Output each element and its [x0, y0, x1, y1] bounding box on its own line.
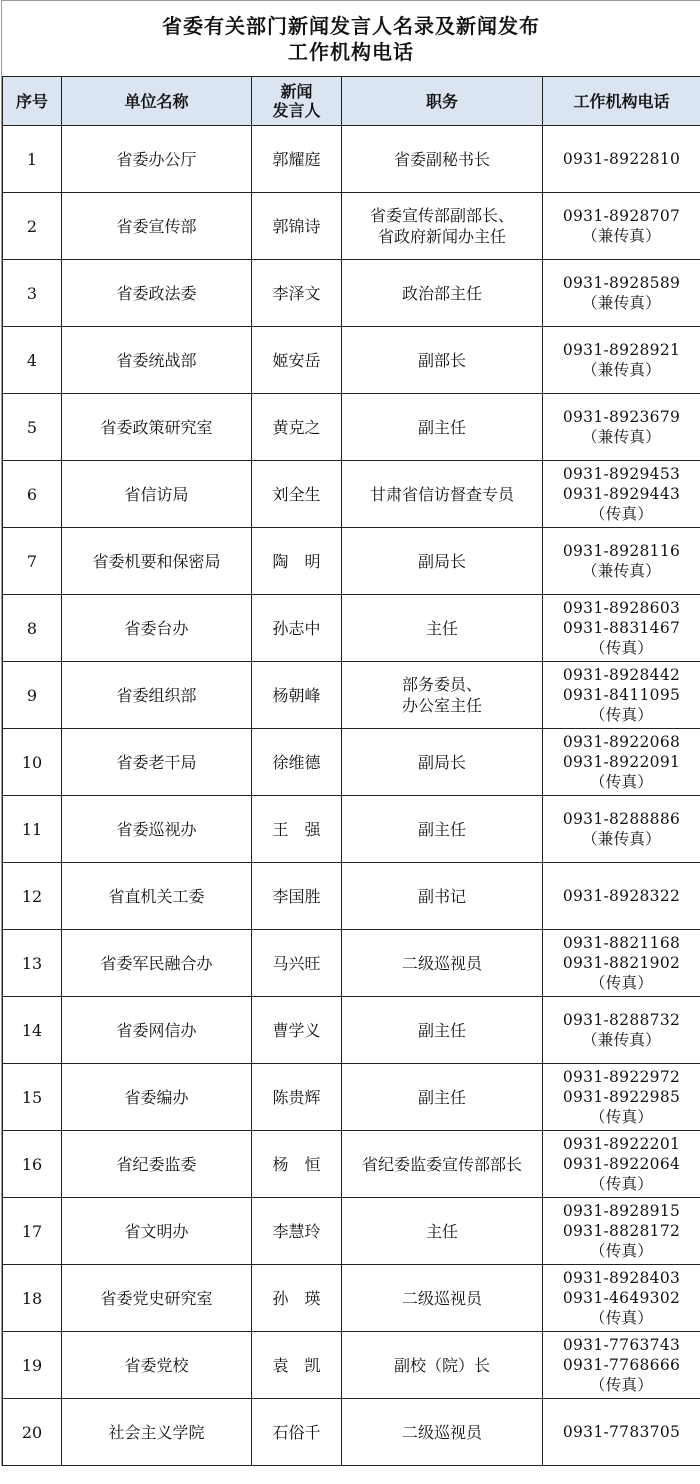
position-cell [342, 461, 543, 528]
phone-cell [543, 997, 700, 1064]
spokesperson-name: 孙志中 [252, 595, 342, 662]
spokesperson-name: 王 强 [252, 796, 342, 863]
spokesperson-name: 袁 凯 [252, 1332, 342, 1399]
phone-line: （兼传真） [581, 562, 661, 580]
row-number: 17 [3, 1198, 62, 1265]
row-number: 5 [3, 394, 62, 461]
position-line: 副主任 [417, 819, 466, 839]
spokesperson-name: 刘全生 [252, 461, 342, 528]
unit-name: 省纪委监委 [62, 1131, 252, 1198]
table-row [3, 394, 700, 461]
phone-cell [543, 930, 700, 997]
position-line: 二级巡视员 [401, 1422, 482, 1442]
position-cell [342, 1332, 543, 1399]
phone-line: 0931-8928116 [562, 542, 681, 560]
table-row [3, 662, 700, 729]
position-line: 副书记 [417, 886, 466, 906]
position-line: 政治部主任 [401, 283, 482, 303]
phone-line: 0931-8928915 [562, 1202, 681, 1220]
spokesperson-name: 黄克之 [252, 394, 342, 461]
phone-cell [543, 327, 700, 394]
table-row [3, 729, 700, 796]
phone-line: （兼传真） [581, 1031, 661, 1049]
phone-line: （传真） [589, 505, 654, 523]
table-row [3, 930, 700, 997]
position-line: 副局长 [417, 752, 466, 772]
phone-cell [543, 1131, 700, 1198]
row-number: 16 [3, 1131, 62, 1198]
phone-line: 0931-8928403 [562, 1269, 681, 1287]
spokesperson-name: 姬安岳 [252, 327, 342, 394]
position-cell [342, 930, 543, 997]
phone-cell [543, 461, 700, 528]
spokesperson-name: 杨朝峰 [252, 662, 342, 729]
spokesperson-name: 马兴旺 [252, 930, 342, 997]
spokesperson-directory [1, 0, 700, 1466]
phone-cell [543, 863, 700, 930]
position-cell [342, 1064, 543, 1131]
phone-line: 0931-7763743 [562, 1336, 681, 1354]
position-line: 甘肃省信访督查专员 [369, 484, 514, 504]
phone-cell [543, 729, 700, 796]
phone-cell [543, 1332, 700, 1399]
unit-name: 省委党校 [62, 1332, 252, 1399]
phone-line: （传真） [589, 1175, 654, 1193]
row-number: 4 [3, 327, 62, 394]
phone-line: 0931-8831467 [562, 619, 681, 637]
phone-line: 0931-8928707 [562, 207, 681, 225]
header-speaker [252, 77, 342, 126]
spokesperson-name: 郭耀庭 [252, 126, 342, 193]
unit-name: 社会主义学院 [62, 1399, 252, 1466]
position-line: 省委宣传部副部长、 [369, 206, 514, 225]
position-cell [342, 327, 543, 394]
phone-line: （兼传真） [581, 294, 661, 312]
phone-cell [543, 595, 700, 662]
row-number: 1 [3, 126, 62, 193]
phone-line: （兼传真） [581, 830, 661, 848]
row-number: 6 [3, 461, 62, 528]
unit-name: 省委政策研究室 [62, 394, 252, 461]
phone-line: （兼传真） [581, 227, 661, 245]
unit-name: 省委机要和保密局 [62, 528, 252, 595]
row-number: 7 [3, 528, 62, 595]
header-speaker-line: 发言人 [272, 101, 321, 120]
unit-name: 省委网信办 [62, 997, 252, 1064]
table-row [3, 1198, 700, 1265]
phone-line: 0931-8928442 [562, 666, 681, 684]
position-cell [342, 528, 543, 595]
spokesperson-name: 陶 明 [252, 528, 342, 595]
phone-cell [543, 193, 700, 260]
unit-name: 省委军民融合办 [62, 930, 252, 997]
position-line: 二级巡视员 [401, 953, 482, 973]
phone-line: 0931-8288886 [562, 810, 681, 828]
spokesperson-name: 郭锦诗 [252, 193, 342, 260]
phone-line: 0931-8288732 [562, 1011, 681, 1029]
position-line: 省政府新闻办主任 [377, 227, 506, 246]
phone-line: 0931-7783705 [562, 1423, 681, 1441]
table-row [3, 327, 700, 394]
phone-line: （兼传真） [581, 428, 661, 446]
position-cell [342, 796, 543, 863]
unit-name: 省委组织部 [62, 662, 252, 729]
phone-line: 0931-8411095 [562, 686, 681, 704]
row-number: 12 [3, 863, 62, 930]
unit-name: 省委台办 [62, 595, 252, 662]
unit-name: 省委编办 [62, 1064, 252, 1131]
phone-cell [543, 126, 700, 193]
phone-cell [543, 1198, 700, 1265]
unit-name: 省信访局 [62, 461, 252, 528]
phone-line: 0931-8928322 [562, 887, 681, 905]
phone-line: 0931-8922972 [562, 1068, 681, 1086]
position-cell [342, 729, 543, 796]
table-row [3, 863, 700, 930]
row-number: 15 [3, 1064, 62, 1131]
phone-line: 0931-8922985 [562, 1088, 681, 1106]
header-position: 职务 [342, 77, 543, 126]
phone-cell [543, 1064, 700, 1131]
spokesperson-name: 曹学义 [252, 997, 342, 1064]
position-line: 省委副秘书长 [393, 149, 490, 169]
phone-line: 0931-8922068 [562, 733, 681, 751]
header-phone: 工作机构电话 [543, 77, 700, 126]
row-number: 18 [3, 1265, 62, 1332]
table-row [3, 1131, 700, 1198]
spokesperson-name: 徐维德 [252, 729, 342, 796]
phone-line: 0931-8928603 [562, 599, 681, 617]
phone-line: 0931-8821902 [562, 954, 681, 972]
phone-line: （传真） [589, 1376, 654, 1394]
row-number: 14 [3, 997, 62, 1064]
unit-name: 省文明办 [62, 1198, 252, 1265]
spokesperson-name: 李泽文 [252, 260, 342, 327]
row-number: 9 [3, 662, 62, 729]
phone-line: 0931-8922064 [562, 1155, 681, 1173]
phone-cell [543, 1265, 700, 1332]
phone-cell [543, 528, 700, 595]
phone-line: 0931-8922091 [562, 753, 681, 771]
row-number: 19 [3, 1332, 62, 1399]
phone-cell [543, 260, 700, 327]
unit-name: 省委老干局 [62, 729, 252, 796]
table-row [3, 1399, 700, 1466]
position-line: 副局长 [417, 551, 466, 571]
position-line: 二级巡视员 [401, 1288, 482, 1308]
row-number: 2 [3, 193, 62, 260]
header-speaker-line: 新闻 [280, 82, 313, 101]
phone-line: （传真） [589, 1309, 654, 1327]
table-row [3, 997, 700, 1064]
phone-line: 0931-8821168 [562, 934, 681, 952]
phone-line: （传真） [589, 1108, 654, 1126]
directory-table [2, 76, 700, 1466]
table-row [3, 796, 700, 863]
table-row [3, 126, 700, 193]
position-line: 副部长 [417, 350, 466, 370]
position-line: 副校（院）长 [393, 1355, 490, 1375]
phone-line: 0931-7768666 [562, 1356, 681, 1374]
position-cell [342, 595, 543, 662]
table-row [3, 1265, 700, 1332]
phone-cell [543, 394, 700, 461]
header-row [3, 77, 700, 126]
table-row [3, 1332, 700, 1399]
position-line: 副主任 [417, 1087, 466, 1107]
phone-line: 0931-8929443 [562, 485, 681, 503]
phone-cell [543, 662, 700, 729]
position-cell [342, 260, 543, 327]
position-cell [342, 997, 543, 1064]
document-title [2, 0, 700, 76]
spokesperson-name: 杨 恒 [252, 1131, 342, 1198]
phone-cell [543, 796, 700, 863]
phone-line: 0931-4649302 [562, 1289, 681, 1307]
table-row [3, 461, 700, 528]
position-cell [342, 662, 543, 729]
unit-name: 省委办公厅 [62, 126, 252, 193]
position-line: 省纪委监委宣传部部长 [361, 1154, 522, 1174]
row-number: 10 [3, 729, 62, 796]
position-cell [342, 863, 543, 930]
row-number: 13 [3, 930, 62, 997]
header-unit: 单位名称 [62, 77, 252, 126]
row-number: 3 [3, 260, 62, 327]
phone-line: （传真） [589, 974, 654, 992]
unit-name: 省委统战部 [62, 327, 252, 394]
title-line-2: 工作机构电话 [288, 39, 414, 64]
unit-name: 省委党史研究室 [62, 1265, 252, 1332]
phone-line: 0931-8928589 [562, 274, 681, 292]
unit-name: 省委宣传部 [62, 193, 252, 260]
row-number: 11 [3, 796, 62, 863]
position-cell [342, 126, 543, 193]
phone-line: （传真） [589, 1242, 654, 1260]
table-row [3, 260, 700, 327]
unit-name: 省委政法委 [62, 260, 252, 327]
spokesperson-name: 李慧玲 [252, 1198, 342, 1265]
phone-line: 0931-8922810 [562, 150, 681, 168]
phone-line: 0931-8928921 [562, 341, 681, 359]
spokesperson-name: 陈贵辉 [252, 1064, 342, 1131]
position-line: 副主任 [417, 417, 466, 437]
position-cell [342, 1265, 543, 1332]
table-body [3, 126, 700, 1466]
row-number: 8 [3, 595, 62, 662]
position-line: 主任 [425, 1221, 458, 1241]
phone-line: （兼传真） [581, 361, 661, 379]
position-line: 主任 [425, 618, 458, 638]
spokesperson-name: 石俗千 [252, 1399, 342, 1466]
position-cell [342, 1131, 543, 1198]
position-line: 副主任 [417, 1020, 466, 1040]
phone-line: 0931-8828172 [562, 1222, 681, 1240]
phone-line: 0931-8922201 [562, 1135, 681, 1153]
table-row [3, 595, 700, 662]
table-row [3, 528, 700, 595]
unit-name: 省直机关工委 [62, 863, 252, 930]
phone-line: （传真） [589, 773, 654, 791]
position-line: 办公室主任 [401, 696, 482, 715]
table-row [3, 193, 700, 260]
position-line: 部务委员、 [401, 675, 482, 694]
phone-line: 0931-8923679 [562, 408, 681, 426]
position-cell [342, 193, 543, 260]
position-cell [342, 394, 543, 461]
phone-cell [543, 1399, 700, 1466]
spokesperson-name: 孙 瑛 [252, 1265, 342, 1332]
spokesperson-name: 李国胜 [252, 863, 342, 930]
unit-name: 省委巡视办 [62, 796, 252, 863]
phone-line: （传真） [589, 706, 654, 724]
table-row [3, 1064, 700, 1131]
header-no: 序号 [3, 77, 62, 126]
position-cell [342, 1198, 543, 1265]
phone-line: （传真） [589, 639, 654, 657]
phone-line: 0931-8929453 [562, 465, 681, 483]
title-line-1: 省委有关部门新闻发言人名录及新闻发布 [162, 13, 540, 38]
row-number: 20 [3, 1399, 62, 1466]
position-cell [342, 1399, 543, 1466]
